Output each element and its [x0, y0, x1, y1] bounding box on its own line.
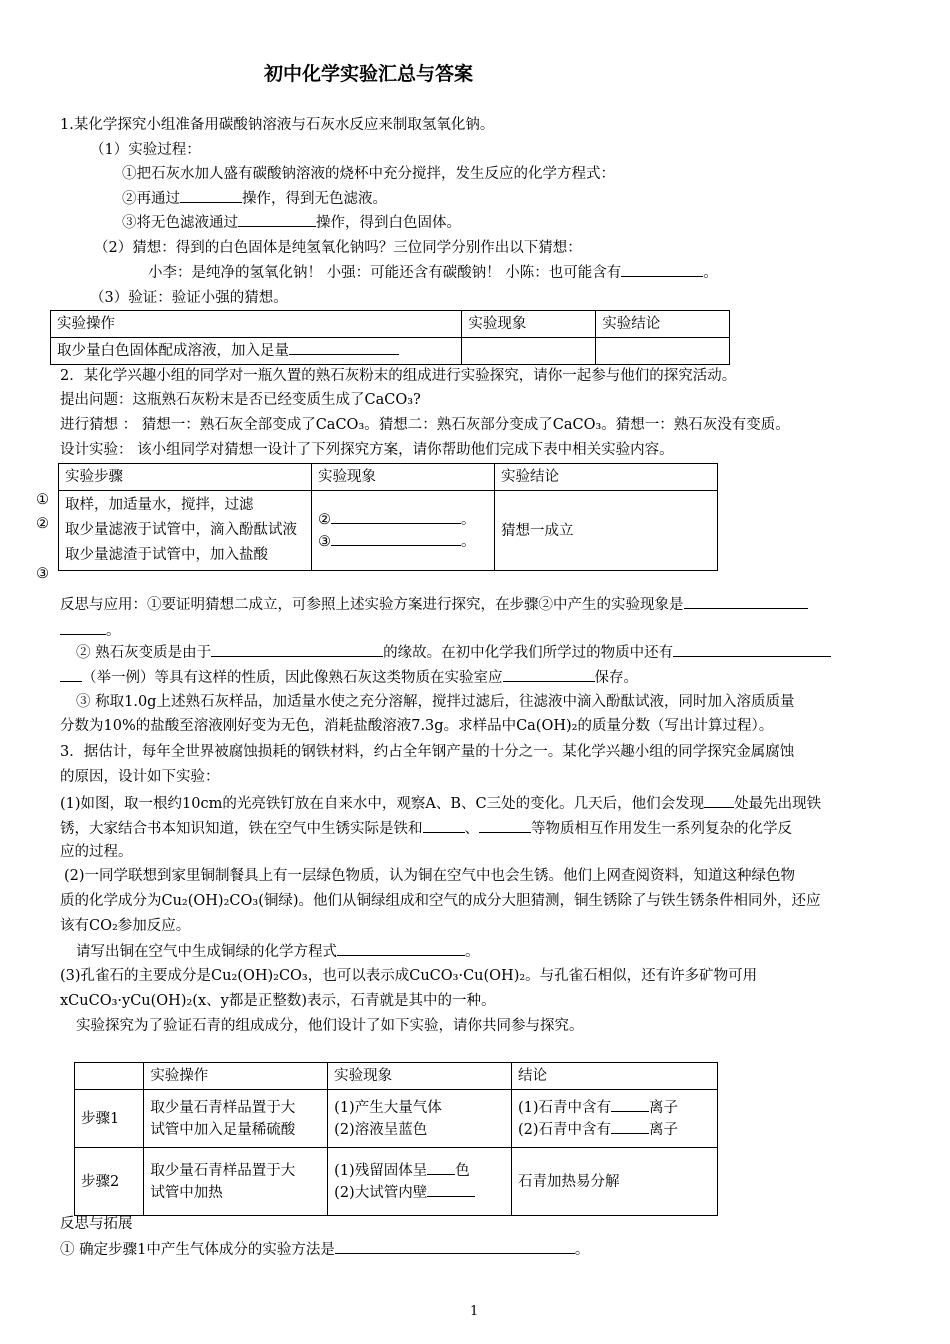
- q1-table-cell-op: 取少量白色固体配成溶液，加入足量: [51, 338, 462, 365]
- q2-reflect-3b: 分数为10%的盐酸至溶液刚好变为无色，消耗盐酸溶液7.3g。求样品中Ca(OH)₂的质量分数（写出计算过程）。: [60, 718, 774, 734]
- q3-table-header-op: 实验操作: [144, 1063, 328, 1090]
- q3-stem-1: 3．据估计，每年全世界被腐蚀损耗的钢铁材料，约占全年钢产量的十分之一。某化学兴趣小组的同学探究金属腐蚀: [60, 744, 795, 760]
- step-number: ①: [36, 492, 49, 508]
- q1-part3: （3）验证：验证小强的猜想。: [90, 290, 288, 306]
- q3-table: [74, 1062, 718, 1216]
- q2-ask: 提出问题：这瓶熟石灰粉末是否已经变质生成了CaCO₃?: [60, 392, 421, 408]
- answer-blank[interactable]: [335, 1239, 575, 1254]
- q3-table-op2: 取少量石青样品置于大 试管中加热: [144, 1148, 328, 1216]
- q1-table: [50, 310, 730, 365]
- q1-step3: ③将无色滤液通过 操作，得到白色固体。: [122, 212, 461, 233]
- answer-blank[interactable]: [238, 212, 316, 227]
- q1-step2: ②再通过 操作，得到无色滤液。: [122, 188, 387, 209]
- q2-table-header-phen: 实验现象: [312, 464, 495, 491]
- q1-table-cell-phen[interactable]: [462, 338, 596, 365]
- answer-blank[interactable]: [673, 642, 831, 657]
- q3-part1-line3: 应的过程。: [60, 844, 133, 860]
- answer-blank[interactable]: [337, 941, 465, 956]
- q3-table-step2: 步骤2: [75, 1148, 144, 1216]
- answer-blank[interactable]: [704, 793, 734, 808]
- q2-table: [58, 463, 718, 571]
- q3-table-phen1: (1)产生大量气体 (2)溶液呈蓝色: [328, 1090, 512, 1148]
- q1-step1: ①把石灰水加人盛有碳酸钠溶液的烧杯中充分搅拌，发生反应的化学方程式：: [122, 166, 615, 182]
- q3-part2-line3: 该有CO₂参加反应。: [60, 918, 191, 934]
- q2-table-steps: 取样，加适量水，搅拌，过滤 取少量滤液于试管中，滴入酚酞试液 取少量滤渣于试管中，加入盐酸: [59, 491, 312, 571]
- q2-reflect-2b: （举一例）等具有这样的性质，因此像熟石灰这类物质在实验室应 保存。: [60, 667, 638, 688]
- q1-guesses: 小李：是纯净的氢氧化钠！ 小强：可能还含有碳酸钠！ 小陈：也可能含有 。: [148, 262, 718, 283]
- q3-table-step1: 步骤1: [75, 1090, 144, 1148]
- answer-blank[interactable]: [60, 667, 82, 682]
- q2-reflect-2: ② 熟石灰变质是由于 的缘故。在初中化学我们所学过的物质中还有: [76, 642, 831, 663]
- answer-blank[interactable]: [211, 642, 383, 657]
- answer-blank[interactable]: [331, 531, 461, 546]
- answer-blank[interactable]: [60, 620, 106, 635]
- answer-blank[interactable]: [503, 667, 595, 682]
- answer-blank[interactable]: [427, 1182, 475, 1197]
- q3-table-header-concl: 结论: [512, 1063, 718, 1090]
- page-number: 1: [470, 1304, 479, 1319]
- q2-stem: 2．某化学兴趣小组的同学对一瓶久置的熟石灰粉末的组成进行实验探究，请你一起参与他们的探究活动。: [60, 368, 737, 384]
- answer-blank[interactable]: [479, 818, 531, 833]
- q3-table-concl2: 石青加热易分解: [512, 1148, 718, 1216]
- q3-part2-line1: (2)一同学联想到家里铜制餐具上有一层绿色物质，认为铜在空气中也会生锈。他们上网查阅资料，知道这种绿色物: [64, 868, 796, 884]
- q2-reflect-1: 反思与应用：①要证明猜想二成立，可参照上述实验方案进行探究，在步骤②中产生的实验现象是: [60, 594, 808, 615]
- answer-blank[interactable]: [684, 594, 808, 609]
- q3-part3-line1: (3)孔雀石的主要成分是Cu₂(OH)₂CO₃，也可以表示成CuCO₃·Cu(OH)₂。与孔雀石相似，还有许多矿物可用: [60, 968, 758, 984]
- q3-part3-line2: xCuCO₃·yCu(OH)₂(x、y都是正整数)表示，石青就是其中的一种。: [60, 993, 496, 1009]
- q2-design: 设计实验： 该小组同学对猜想一设计了下列探究方案，请你帮助他们完成下表中相关实验内容。: [60, 442, 674, 458]
- step-number: ③: [36, 566, 49, 582]
- answer-blank[interactable]: [180, 188, 242, 203]
- q1-stem: 1.某化学探究小组准备用碳酸钠溶液与石灰水反应来制取氢氧化钠。: [60, 117, 495, 133]
- q3-table-concl1: (1)石青中含有 离子 (2)石青中含有 离子: [512, 1090, 718, 1148]
- answer-blank[interactable]: [621, 262, 703, 277]
- q2-table-header-concl: 实验结论: [495, 464, 718, 491]
- q3-stem-2: 的原因，设计如下实验：: [60, 769, 220, 785]
- q3-part1-line2: 锈，大家结合书本知识知道，铁在空气中生锈实际是铁和 、 等物质相互作用发生一系列复杂的化学反: [60, 818, 792, 839]
- q3-table-corner: [75, 1063, 144, 1090]
- answer-blank[interactable]: [611, 1119, 649, 1134]
- page-title: 初中化学实验汇总与答案: [264, 63, 474, 85]
- answer-blank[interactable]: [427, 1160, 455, 1175]
- q1-part2: （2）猜想：得到的白色固体是纯氢氧化钠吗？三位同学分别作出以下猜想：: [94, 240, 582, 256]
- q3-part3-line3: 实验探究为了验证石青的组成成分，他们设计了如下实验，请你共同参与探究。: [76, 1018, 584, 1034]
- q3-table-op1: 取少量石青样品置于大 试管中加入足量稀硫酸: [144, 1090, 328, 1148]
- q2-table-conclusion: 猜想一成立: [495, 491, 718, 571]
- q3-table-phen2: (1)残留固体呈 色 (2)大试管内壁: [328, 1148, 512, 1216]
- q2-table-phenomena: ② 。 ③ 。: [312, 491, 495, 571]
- q1-table-header-phen: 实验现象: [462, 311, 596, 338]
- q3-part2-line2: 质的化学成分为Cu₂(OH)₂CO₃(铜绿)。他们从铜绿组成和空气的成分大胆猜测，铜生锈除了与铁生锈条件相同外，还应: [60, 893, 821, 909]
- q3-extension-1: ① 确定步骤1中产生气体成分的实验方法是 。: [60, 1239, 589, 1260]
- q2-table-header-step: 实验步骤: [59, 464, 312, 491]
- q1-part1: （1）实验过程：: [90, 142, 201, 158]
- q2-reflect-3a: ③ 称取1.0g上述熟石灰样品，加适量水使之充分溶解，搅拌过滤后，往滤液中滴入酚酞试液，同时加入溶质质量: [76, 694, 795, 710]
- answer-blank[interactable]: [611, 1097, 649, 1112]
- answer-blank[interactable]: [331, 509, 461, 524]
- q1-table-cell-concl[interactable]: [596, 338, 730, 365]
- q2-reflect-1-end: 。: [60, 620, 121, 641]
- step-number: ②: [36, 516, 49, 532]
- q3-extension-heading: 反思与拓展: [60, 1216, 133, 1232]
- q1-table-header-concl: 实验结论: [596, 311, 730, 338]
- answer-blank[interactable]: [423, 818, 465, 833]
- q3-part2-line4: 请写出铜在空气中生成铜绿的化学方程式 。: [76, 941, 480, 962]
- q3-part1-line1: (1)如图，取一根约10cm的光亮铁钉放在自来水中，观察A、B、C三处的变化。几天后，他们会发现 处最先出现铁: [60, 793, 821, 814]
- q3-table-header-phen: 实验现象: [328, 1063, 512, 1090]
- answer-blank[interactable]: [289, 340, 399, 355]
- q1-table-header-op: 实验操作: [51, 311, 462, 338]
- q2-guess: 进行猜想 ： 猜想一：熟石灰全部变成了CaCO₃。猜想二：熟石灰部分变成了CaCO₃。猜想一：熟石灰没有变质。: [60, 417, 790, 433]
